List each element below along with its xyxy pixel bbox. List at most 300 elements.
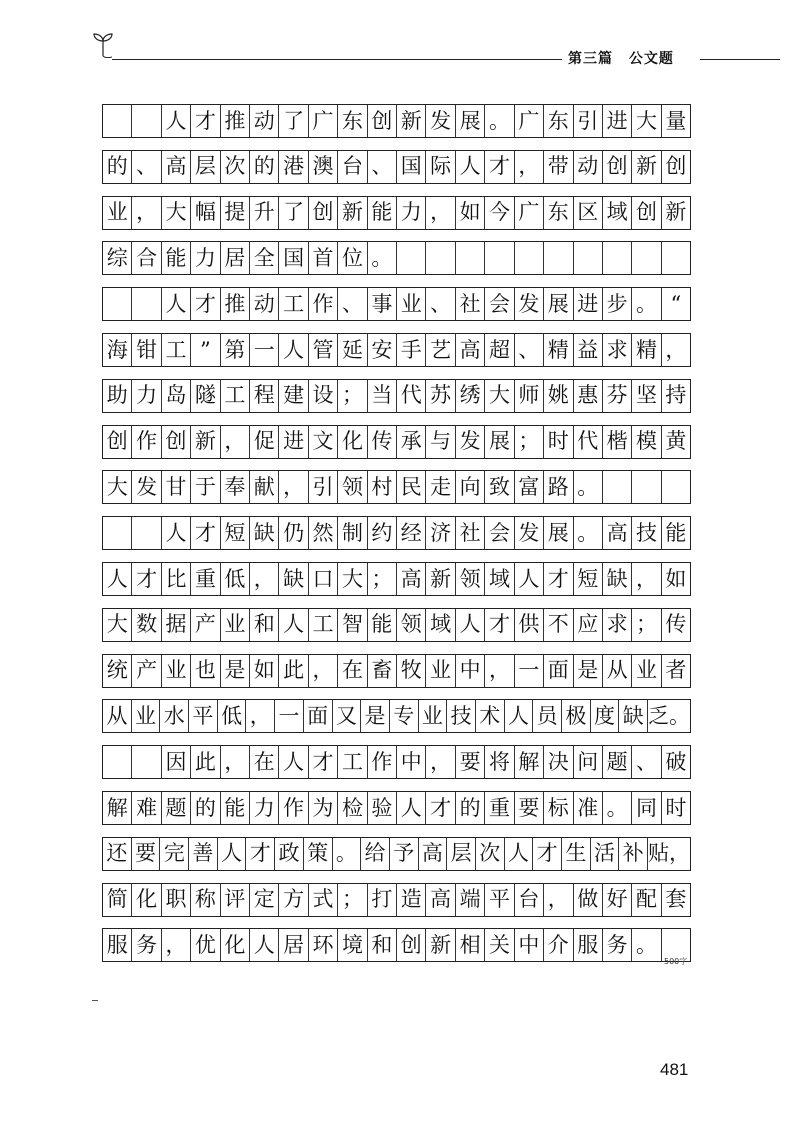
grid-cell: 才 <box>485 151 514 183</box>
grid-cell: 首 <box>309 242 338 274</box>
grid-cell <box>485 242 514 274</box>
grid-cell: 社 <box>456 288 485 320</box>
grid-cell <box>632 242 661 274</box>
grid-cell: 献 <box>250 471 279 503</box>
grid-cell: 服 <box>103 929 132 961</box>
grid-cell: 了 <box>279 197 308 229</box>
grid-cell: 才 <box>544 563 573 595</box>
grid-cell: 定 <box>250 884 279 916</box>
grid-cell: 绣 <box>456 380 485 412</box>
grid-cell: 相 <box>456 929 485 961</box>
grid-cell: 检 <box>338 792 367 824</box>
grid-cell: 配 <box>632 884 661 916</box>
grid-cell: 应 <box>574 609 603 641</box>
grid-cell: 、 <box>132 151 161 183</box>
grid-cell: ； <box>632 609 661 641</box>
grid-cell: 人 <box>397 792 426 824</box>
grid-cell: 隧 <box>191 380 220 412</box>
grid-cell: 因 <box>162 746 191 778</box>
grid-cell: ， <box>250 563 279 595</box>
grid-cell: 标 <box>544 792 573 824</box>
grid-cell: 台 <box>515 884 544 916</box>
grid-cell: 步 <box>603 288 632 320</box>
grid-cell <box>103 517 132 549</box>
grid-cell: 予 <box>390 838 419 870</box>
grid-cell: 台 <box>338 151 367 183</box>
grid-cell: 新 <box>191 426 220 458</box>
grid-cell: 人 <box>162 288 191 320</box>
grid-cell: 是 <box>221 655 250 687</box>
grid-cell: 传 <box>665 612 687 637</box>
grid-cell: 域 <box>426 609 455 641</box>
grid-cell: 。 <box>632 288 661 320</box>
grid-cell: 领 <box>397 609 426 641</box>
page-number: 481 <box>660 1060 689 1079</box>
grid-cell: 发 <box>426 105 455 137</box>
grid-cell: 此 <box>279 655 308 687</box>
grid-cell: 优 <box>191 929 220 961</box>
grid-cell: 比 <box>162 563 191 595</box>
grid-cell: 高 <box>603 517 632 549</box>
grid-cell: 力 <box>191 242 220 274</box>
grid-cell <box>574 242 603 274</box>
grid-cell: 中 <box>515 929 544 961</box>
grid-cell: 口 <box>309 563 338 595</box>
grid-cell: 东 <box>338 105 367 137</box>
grid-cell: 展 <box>544 517 573 549</box>
grid-cell: 时 <box>665 795 687 820</box>
grid-cell: 次 <box>221 151 250 183</box>
grid-cell: 助 <box>103 380 132 412</box>
grid-cell: ， <box>221 746 250 778</box>
grid-cell <box>515 242 544 274</box>
grid-cell: 能 <box>665 520 687 545</box>
grid-cell: 动 <box>574 151 603 183</box>
grid-cell: ， <box>515 151 544 183</box>
grid-cell: 善 <box>189 838 218 870</box>
grid-cell: 工 <box>309 609 338 641</box>
grid-cell: 乏。 <box>648 703 691 728</box>
grid-cell: 水 <box>160 700 189 732</box>
grid-cell: 创 <box>665 154 687 179</box>
grid-cell: 创 <box>162 426 191 458</box>
grid-cell: 专 <box>390 700 419 732</box>
grid-cell: 领 <box>338 471 367 503</box>
grid-cell: 高 <box>456 334 485 366</box>
grid-row <box>102 516 691 550</box>
grid-cell: 缺 <box>250 517 279 549</box>
grid-cell: 才 <box>246 838 275 870</box>
grid-cell: 能 <box>162 242 191 274</box>
grid-cell: 东 <box>544 105 573 137</box>
grid-cell: ， <box>221 426 250 458</box>
grid-cell: 人 <box>250 929 279 961</box>
grid-cell: 人 <box>505 700 534 732</box>
grid-cell: 题 <box>603 746 632 778</box>
grid-cell: 当 <box>368 380 397 412</box>
grid-cell: 造 <box>397 884 426 916</box>
grid-cell: 的 <box>191 792 220 824</box>
grid-cell: 、 <box>368 151 397 183</box>
grid-row <box>102 883 691 917</box>
grid-cell: 致 <box>485 471 514 503</box>
grid-cell: 决 <box>544 746 573 778</box>
grid-cell: 产 <box>132 655 161 687</box>
grid-cell <box>603 471 632 503</box>
grid-cell: 提 <box>221 197 250 229</box>
grid-cell: 广 <box>515 197 544 229</box>
grid-cell: 低 <box>218 700 247 732</box>
grid-cell: 人 <box>279 746 308 778</box>
grid-cell: 中 <box>397 746 426 778</box>
grid-cell: 村 <box>368 471 397 503</box>
grid-cell: 引 <box>309 471 338 503</box>
grid-cell: 的 <box>456 792 485 824</box>
grid-cell: 评 <box>221 884 250 916</box>
grid-cell: 业 <box>419 700 448 732</box>
grid-cell: 境 <box>338 929 367 961</box>
grid-cell: 能 <box>368 197 397 229</box>
grid-cell: 短 <box>574 563 603 595</box>
grid-cell: 缺 <box>279 563 308 595</box>
grid-cell: 据 <box>162 609 191 641</box>
grid-cell: 、 <box>426 288 455 320</box>
grid-cell: 持 <box>665 383 687 408</box>
grid-cell: 缺 <box>603 563 632 595</box>
margin-mark <box>92 1000 98 1001</box>
grid-cell: 业 <box>397 288 426 320</box>
grid-cell: 苏 <box>426 380 455 412</box>
grid-cell: 坚 <box>632 380 661 412</box>
grid-row <box>102 196 691 230</box>
grid-cell: 生 <box>562 838 591 870</box>
grid-cell: 进 <box>279 426 308 458</box>
grid-cell: 工 <box>338 746 367 778</box>
grid-cell: 芬 <box>603 380 632 412</box>
grid-cell: 是 <box>574 655 603 687</box>
grid-cell: 时 <box>544 426 573 458</box>
grid-cell: 验 <box>368 792 397 824</box>
grid-cell: 奉 <box>221 471 250 503</box>
grid-cell: 人 <box>162 105 191 137</box>
grid-cell: 人 <box>218 838 247 870</box>
grid-cell: 代 <box>574 426 603 458</box>
grid-cell: 层 <box>447 838 476 870</box>
grid-cell: ； <box>338 380 367 412</box>
grid-cell: 智 <box>338 609 367 641</box>
grid-cell: 惠 <box>574 380 603 412</box>
grid-cell: 幅 <box>191 197 220 229</box>
grid-cell: 工 <box>221 380 250 412</box>
grid-cell: 和 <box>250 609 279 641</box>
grid-cell: 牧 <box>397 655 426 687</box>
word-count-label: 500字 <box>664 957 688 966</box>
grid-cell: 事 <box>368 288 397 320</box>
grid-cell <box>426 242 455 274</box>
grid-cell: ； <box>368 563 397 595</box>
grid-cell: 大 <box>338 563 367 595</box>
grid-cell: 大 <box>485 380 514 412</box>
grid-cell: 力 <box>250 792 279 824</box>
grid-cell: 进 <box>603 105 632 137</box>
grid-row <box>102 837 691 871</box>
sprout-icon <box>92 32 114 58</box>
grid-row <box>102 150 691 184</box>
grid-cell: 环 <box>309 929 338 961</box>
grid-cell: ； <box>515 426 544 458</box>
grid-cell: 力 <box>397 197 426 229</box>
grid-cell: 人 <box>162 517 191 549</box>
grid-row <box>102 287 691 321</box>
grid-cell: 区 <box>574 197 603 229</box>
grid-row <box>102 791 691 825</box>
grid-cell: 人 <box>279 334 308 366</box>
grid-cell <box>456 242 485 274</box>
grid-cell: 姚 <box>544 380 573 412</box>
grid-cell <box>132 288 161 320</box>
grid-cell: 约 <box>368 517 397 549</box>
grid-cell: 和 <box>368 929 397 961</box>
grid-cell: 黄 <box>665 429 687 454</box>
grid-cell: 也 <box>191 655 220 687</box>
grid-row <box>102 699 691 733</box>
grid-cell: 第 <box>221 334 250 366</box>
grid-cell: 才 <box>426 792 455 824</box>
grid-cell: ， <box>426 746 455 778</box>
grid-cell: ， <box>665 337 687 362</box>
grid-cell: 域 <box>485 563 514 595</box>
grid-cell: 澳 <box>309 151 338 183</box>
grid-cell: 才 <box>191 288 220 320</box>
grid-cell: 领 <box>456 563 485 595</box>
grid-cell: 动 <box>250 288 279 320</box>
grid-cell: 量 <box>665 108 687 133</box>
grid-cell: 手 <box>397 334 426 366</box>
grid-cell: 。 <box>485 105 514 137</box>
grid-cell <box>544 242 573 274</box>
grid-cell: 破 <box>665 749 687 774</box>
grid-cell: 延 <box>338 334 367 366</box>
grid-cell: 业 <box>221 609 250 641</box>
grid-cell: 在 <box>250 746 279 778</box>
grid-cell: 位 <box>338 242 367 274</box>
header-rule-left <box>112 59 562 60</box>
grid-cell: ， <box>132 197 161 229</box>
grid-cell: 广 <box>309 105 338 137</box>
grid-cell: 然 <box>309 517 338 549</box>
grid-cell: 精 <box>632 334 661 366</box>
grid-cell: 路 <box>544 471 573 503</box>
grid-cell: 、 <box>515 334 544 366</box>
grid-cell: ， <box>279 471 308 503</box>
grid-cell: 才 <box>191 517 220 549</box>
grid-cell: 方 <box>279 884 308 916</box>
grid-cell: 一 <box>275 700 304 732</box>
grid-cell: 短 <box>221 517 250 549</box>
grid-cell: 新 <box>397 105 426 137</box>
grid-cell: 的 <box>250 151 279 183</box>
grid-cell: 端 <box>456 884 485 916</box>
grid-cell: 甘 <box>162 471 191 503</box>
grid-cell: 海 <box>103 334 132 366</box>
grid-cell: 要 <box>132 838 161 870</box>
grid-cell: 新 <box>338 197 367 229</box>
grid-cell: 技 <box>447 700 476 732</box>
grid-cell: 发 <box>456 426 485 458</box>
grid-cell: 才 <box>132 563 161 595</box>
grid-cell: 域 <box>603 197 632 229</box>
grid-cell: 推 <box>221 105 250 137</box>
grid-cell: 程 <box>250 380 279 412</box>
grid-cell: 工 <box>162 334 191 366</box>
grid-cell: 作 <box>309 288 338 320</box>
grid-cell: 业 <box>632 655 661 687</box>
grid-row <box>102 562 691 596</box>
grid-cell: 会 <box>485 517 514 549</box>
grid-cell: 业 <box>132 700 161 732</box>
grid-cell: 向 <box>456 471 485 503</box>
grid-cell: 好 <box>603 884 632 916</box>
grid-cell: 设 <box>309 380 338 412</box>
grid-cell: 力 <box>132 380 161 412</box>
grid-cell: 创 <box>103 426 132 458</box>
grid-cell: 高 <box>426 884 455 916</box>
grid-cell: 发 <box>515 288 544 320</box>
grid-cell: 合 <box>132 242 161 274</box>
grid-cell <box>132 517 161 549</box>
grid-cell: 活 <box>591 838 620 870</box>
grid-cell: 超 <box>485 334 514 366</box>
grid-cell: 与 <box>426 426 455 458</box>
grid-cell <box>103 746 132 778</box>
grid-cell: 如 <box>250 655 279 687</box>
grid-cell <box>397 242 426 274</box>
grid-cell: 补 <box>619 838 648 870</box>
grid-cell: 展 <box>485 426 514 458</box>
grid-cell: 于 <box>191 471 220 503</box>
grid-cell: 济 <box>426 517 455 549</box>
grid-cell: 重 <box>191 563 220 595</box>
grid-cell: 称 <box>191 884 220 916</box>
grid-cell: ， <box>162 929 191 961</box>
grid-cell: 打 <box>368 884 397 916</box>
grid-cell: 展 <box>456 105 485 137</box>
grid-cell: 高 <box>162 151 191 183</box>
grid-cell: 化 <box>221 929 250 961</box>
grid-cell: 大 <box>632 105 661 137</box>
grid-cell: 给 <box>361 838 390 870</box>
grid-cell: 促 <box>250 426 279 458</box>
grid-cell: 求 <box>603 334 632 366</box>
grid-cell: 业 <box>426 655 455 687</box>
grid-cell: 展 <box>544 288 573 320</box>
grid-cell: 安 <box>368 334 397 366</box>
grid-cell: 又 <box>333 700 362 732</box>
grid-cell: 套 <box>665 887 687 912</box>
grid-cell: 面 <box>544 655 573 687</box>
grid-cell: 数 <box>132 609 161 641</box>
grid-cell: 际 <box>426 151 455 183</box>
grid-cell: 求 <box>603 609 632 641</box>
grid-cell: 人 <box>103 563 132 595</box>
grid-cell: 国 <box>279 242 308 274</box>
grid-cell: 师 <box>515 380 544 412</box>
grid-row <box>102 745 691 779</box>
grid-cell: 平 <box>189 700 218 732</box>
grid-cell: 富 <box>515 471 544 503</box>
grid-row <box>102 608 691 642</box>
grid-cell: 艺 <box>426 334 455 366</box>
grid-cell: 。 <box>632 929 661 961</box>
grid-cell: 新 <box>426 563 455 595</box>
grid-row <box>102 241 691 275</box>
grid-cell: 东 <box>544 197 573 229</box>
grid-cell: 大 <box>103 471 132 503</box>
grid-cell: 钳 <box>132 334 161 366</box>
grid-row <box>102 654 691 688</box>
grid-cell: 产 <box>191 609 220 641</box>
grid-cell: 中 <box>456 655 485 687</box>
grid-cell: 将 <box>485 746 514 778</box>
grid-cell: 平 <box>485 884 514 916</box>
grid-cell: 做 <box>574 884 603 916</box>
grid-cell: 极 <box>562 700 591 732</box>
grid-cell: ， <box>426 197 455 229</box>
grid-cell: 人 <box>456 151 485 183</box>
grid-cell: 会 <box>485 288 514 320</box>
grid-cell <box>103 105 132 137</box>
grid-cell <box>603 242 632 274</box>
grid-cell: 重 <box>485 792 514 824</box>
grid-row <box>102 470 691 504</box>
grid-cell: 人 <box>515 563 544 595</box>
grid-cell: 文 <box>309 426 338 458</box>
grid-cell: 如 <box>665 566 687 591</box>
grid-cell: 人 <box>456 609 485 641</box>
grid-cell: 模 <box>632 426 661 458</box>
grid-cell: 技 <box>632 517 661 549</box>
grid-cell: 人 <box>279 609 308 641</box>
grid-cell: 精 <box>544 334 573 366</box>
grid-cell: 大 <box>162 197 191 229</box>
grid-cell: 的 <box>103 151 132 183</box>
grid-cell: 面 <box>304 700 333 732</box>
grid-cell: 经 <box>397 517 426 549</box>
grid-cell: 居 <box>279 929 308 961</box>
grid-cell: 务 <box>132 929 161 961</box>
section-title <box>568 48 684 68</box>
header-rule-right <box>700 59 780 60</box>
grid-cell: 全 <box>250 242 279 274</box>
grid-cell: 。 <box>368 242 397 274</box>
grid-row <box>102 333 691 367</box>
grid-cell: 才 <box>485 609 514 641</box>
grid-cell: 业 <box>162 655 191 687</box>
grid-cell: ， <box>485 655 514 687</box>
grid-cell: 国 <box>397 151 426 183</box>
grid-cell: ， <box>544 884 573 916</box>
grid-cell: 新 <box>632 151 661 183</box>
grid-cell: 代 <box>397 380 426 412</box>
grid-cell: 发 <box>132 471 161 503</box>
grid-cell: 员 <box>533 700 562 732</box>
grid-cell: 完 <box>160 838 189 870</box>
grid-cell: 管 <box>309 334 338 366</box>
grid-cell: 。 <box>574 471 603 503</box>
page-header <box>0 0 800 80</box>
grid-cell: 解 <box>515 746 544 778</box>
grid-cell: 进 <box>574 288 603 320</box>
